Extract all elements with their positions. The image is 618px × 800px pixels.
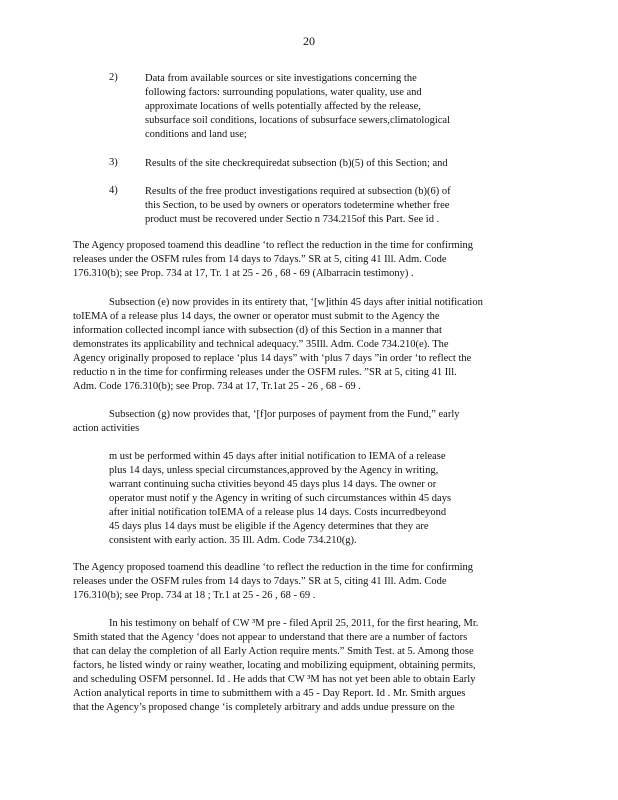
list-item-line: product must be recovered under Sectio n 734.215of this Part. See id .	[145, 214, 440, 225]
paragraph-line: Agency originally proposed to replace ‘plus 14 days” with ‘plus 7 days ”in order ‘to reflect the	[73, 353, 472, 364]
block-quote-line: operator must notif y the Agency in writing of such circumstances within 45 days	[109, 493, 452, 504]
list-item-line: approximate locations of wells potentially affected by the release,	[145, 101, 421, 112]
paragraph-line: Subsection (g) now provides that, ‘[f]or purposes of payment from the Fund,” early	[109, 409, 460, 420]
page-number: 20	[303, 34, 315, 48]
paragraph-line: demonstrates its applicability and technical adequacy.” 35Ill. Adm. Code 734.210(e). The	[73, 339, 449, 350]
list-item-line: this Section, to be used by owners or operators todetermine whether free	[145, 200, 450, 211]
list-item-number: 4)	[109, 185, 118, 196]
paragraph-line: In his testimony on behalf of CW ³M pre - filed April 25, 2011, for the first hearing, Mr.	[109, 618, 479, 629]
paragraph-line: factors, he listed windy or rainy weather, locating and mobilizing equipment, obtaining permits,	[73, 660, 476, 671]
paragraph-line: and scheduling OSFM personnel. Id . He adds that CW ³M has not yet been able to obtain Early	[73, 674, 476, 685]
paragraph-line: releases under the OSFM rules from 14 days to 7days.” SR at 5, citing 41 Ill. Adm. Code	[73, 576, 447, 587]
list-item-line: conditions and land use;	[145, 129, 247, 140]
paragraph-line: The Agency proposed toamend this deadline ‘to reflect the reduction in the time for confirming	[73, 562, 474, 573]
paragraph-line: 176.310(b); see Prop. 734 at 17, Tr. 1 at 25 - 26 , 68 - 69 (Albarracin testimony) .	[73, 268, 414, 279]
list-item-line: following factors: surrounding populations, water quality, use and	[145, 87, 422, 98]
paragraph-line: that the Agency’s proposed change ‘is completely arbitrary and adds undue pressure on the	[73, 702, 455, 713]
paragraph-line: releases under the OSFM rules from 14 days to 7days.” SR at 5, citing 41 Ill. Adm. Code	[73, 254, 447, 265]
paragraph-line: Adm. Code 176.310(b); see Prop. 734 at 17, Tr.1at 25 - 26 , 68 - 69 .	[73, 381, 361, 392]
paragraph-line: action activities	[73, 423, 140, 434]
paragraph-line: information collected incompl iance with subsection (d) of this Section in a manner that	[73, 325, 442, 336]
list-item-line: Data from available sources or site investigations concerning the	[145, 73, 417, 84]
list-item-line: Results of the free product investigations required at subsection (b)(6) of	[145, 186, 451, 197]
paragraph-line: Smith stated that the Agency ‘does not appear to understand that there are a number of factors	[73, 632, 468, 643]
block-quote-line: warrant continuing sucha ctivities beyond 45 days plus 14 days. The owner or	[109, 479, 437, 490]
list-item-line: subsurface soil conditions, locations of subsurface sewers,climatological	[145, 115, 451, 126]
paragraph-line: The Agency proposed toamend this deadline ‘to reflect the reduction in the time for confirming	[73, 240, 474, 251]
paragraph-line: 176.310(b); see Prop. 734 at 18 ; Tr.1 at 25 - 26 , 68 - 69 .	[73, 590, 316, 601]
list-item-number: 2)	[109, 72, 118, 83]
paragraph-line: toIEMA of a release plus 14 days, the owner or operator must submit to the Agency the	[73, 311, 440, 322]
block-quote-line: after initial notification toIEMA of a release plus 14 days. Costs incurredbeyond	[109, 507, 447, 518]
paragraph-line: Action analytical reports in time to submitthem with a 45 - Day Report. Id . Mr. Smith argues	[73, 688, 466, 699]
paragraph-line: that can delay the completion of all Early Action require ments.” Smith Test. at 5. Among those	[73, 646, 474, 657]
block-quote-line: 45 days plus 14 days must be eligible if the Agency determines that they are	[109, 521, 429, 532]
list-item-number: 3)	[109, 157, 118, 168]
list-item-line: Results of the site checkrequiredat subsection (b)(5) of this Section; and	[145, 158, 448, 169]
paragraph-line: Subsection (e) now provides in its entirety that, ‘[w]ithin 45 days after initial notification	[109, 297, 483, 308]
block-quote-line: consistent with early action. 35 Ill. Adm. Code 734.210(g).	[109, 535, 357, 546]
block-quote-line: m ust be performed within 45 days after initial notification to IEMA of a release	[109, 451, 446, 462]
block-quote-line: plus 14 days, unless special circumstances,approved by the Agency in writing,	[109, 465, 439, 476]
paragraph-line: reductio n in the time for confirming releases under the OSFM rules. ”SR at 5, citing 41 Ill.	[73, 367, 457, 378]
